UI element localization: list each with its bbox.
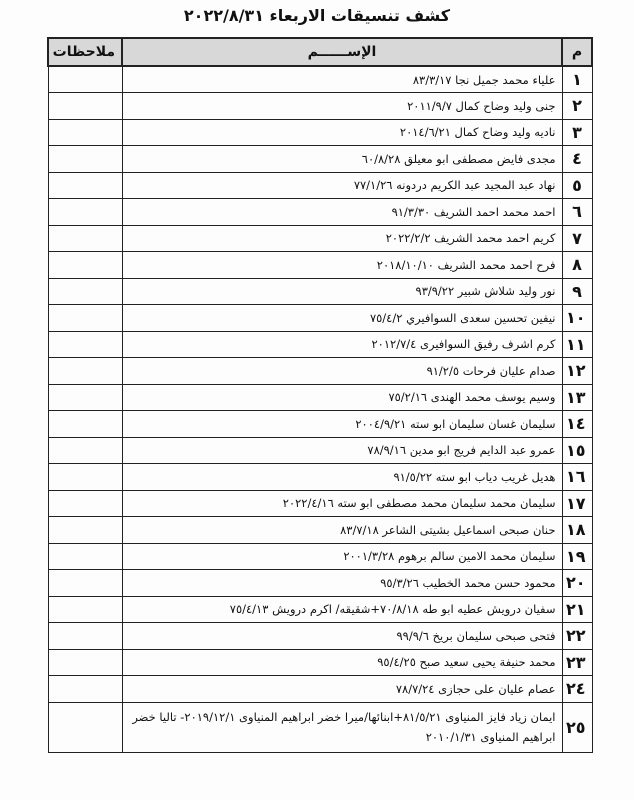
header-name: الإســــــم — [122, 38, 562, 66]
row-name: حنان صبحى اسماعيل بشيتى الشاعر ٨٣/٧/١٨ — [122, 517, 562, 544]
row-name: سليمان غسان سليمان ابو سته ٢٠٠٤/٩/٢١ — [122, 411, 562, 438]
row-notes — [48, 623, 122, 650]
row-number: ٧ — [562, 225, 592, 252]
table-row — [48, 331, 592, 358]
table-row — [48, 437, 592, 464]
table-row — [48, 649, 592, 676]
row-number: ٣ — [562, 119, 592, 146]
table-row — [48, 596, 592, 623]
row-number: ٢٠ — [562, 570, 592, 597]
table-row — [48, 358, 592, 385]
table-row — [48, 146, 592, 173]
table-row — [48, 199, 592, 226]
table-row — [48, 225, 592, 252]
row-name: كرم اشرف رفيق السوافيرى ٢٠١٢/٧/٤ — [122, 331, 562, 358]
row-name: مجدى فايض مصطفى ابو معيلق ٦٠/٨/٢٨ — [122, 146, 562, 173]
table-row — [48, 252, 592, 279]
row-number: ٢٢ — [562, 623, 592, 650]
row-notes — [48, 278, 122, 305]
table-row — [48, 384, 592, 411]
row-notes — [48, 225, 122, 252]
table-header-row — [48, 38, 592, 66]
row-number: ١٧ — [562, 490, 592, 517]
row-notes — [48, 411, 122, 438]
row-notes — [48, 570, 122, 597]
row-notes — [48, 437, 122, 464]
row-name: علياء محمد جميل نجا ٨٣/٣/١٧ — [122, 66, 562, 93]
table-body — [48, 66, 592, 752]
row-number: ٥ — [562, 172, 592, 199]
row-number: ٢٥ — [562, 702, 592, 752]
row-name: وسيم يوسف محمد الهندى ٧٥/٢/١٦ — [122, 384, 562, 411]
row-name: عصام عليان على حجازى ٧٨/٧/٢٤ — [122, 676, 562, 703]
row-name: هديل غريب دياب ابو سته ٩١/٥/٢٢ — [122, 464, 562, 491]
row-name: كريم احمد محمد الشريف ٢٠٢٢/٢/٢ — [122, 225, 562, 252]
table-row — [48, 702, 592, 752]
row-number: ١٢ — [562, 358, 592, 385]
row-number: ٩ — [562, 278, 592, 305]
row-number: ٢٣ — [562, 649, 592, 676]
row-name: محمد حنيفة يحيى سعيد صبح ٩٥/٤/٢٥ — [122, 649, 562, 676]
row-name: سليمان محمد الامين سالم برهوم ٢٠٠١/٣/٢٨ — [122, 543, 562, 570]
row-notes — [48, 199, 122, 226]
row-notes — [48, 252, 122, 279]
row-notes — [48, 172, 122, 199]
row-name: ناديه وليد وضاح كمال ٢٠١٤/٦/٢١ — [122, 119, 562, 146]
row-number: ٨ — [562, 252, 592, 279]
row-notes — [48, 146, 122, 173]
table-row — [48, 305, 592, 332]
row-notes — [48, 490, 122, 517]
row-notes — [48, 66, 122, 93]
row-number: ١ — [562, 66, 592, 93]
table-row — [48, 119, 592, 146]
row-number: ٦ — [562, 199, 592, 226]
row-number: ١٦ — [562, 464, 592, 491]
row-number: ٢ — [562, 93, 592, 120]
row-notes — [48, 464, 122, 491]
row-notes — [48, 331, 122, 358]
row-number: ٤ — [562, 146, 592, 173]
row-notes — [48, 119, 122, 146]
table-row — [48, 676, 592, 703]
row-notes — [48, 676, 122, 703]
row-notes — [48, 702, 122, 752]
header-num: م — [562, 38, 592, 66]
row-name: نهاد عبد المجيد عبد الكريم دردونه ٧٧/١/٢٦ — [122, 172, 562, 199]
row-number: ١٥ — [562, 437, 592, 464]
header-notes: ملاحظات — [48, 38, 122, 66]
row-number: ١٤ — [562, 411, 592, 438]
row-name: ايمان زياد فايز المنياوى ٨١/٥/٢١+ابنائها/ميرا خضر ابراهيم المنياوى ٢٠١٩/١٢/١- تاليا خضر ابراهيم المنياوى ٢٠١٠/١/٣١ — [122, 702, 562, 752]
row-name: نيفين تحسين سعدى السوافيري ٧٥/٤/٢ — [122, 305, 562, 332]
row-name: نور وليد شلاش شبير ٩٣/٩/٢٢ — [122, 278, 562, 305]
row-name: سفيان درويش عطيه ابو طه ٧٠/٨/١٨+شقيقه/ اكرم درويش ٧٥/٤/١٣ — [122, 596, 562, 623]
row-notes — [48, 384, 122, 411]
table-row — [48, 543, 592, 570]
row-number: ١٩ — [562, 543, 592, 570]
row-name: فرح احمد محمد الشريف ٢٠١٨/١٠/١٠ — [122, 252, 562, 279]
row-notes — [48, 543, 122, 570]
row-notes — [48, 305, 122, 332]
row-name: جنى وليد وضاح كمال ٢٠١١/٩/٧ — [122, 93, 562, 120]
names-table — [47, 37, 593, 753]
row-number: ١٠ — [562, 305, 592, 332]
row-number: ٢١ — [562, 596, 592, 623]
table-row — [48, 278, 592, 305]
table-row — [48, 490, 592, 517]
row-name: صدام عليان فرحات ٩١/٢/٥ — [122, 358, 562, 385]
page-title: كشف تنسيقات الاربعاء ٢٠٢٢/٨/٣١ — [183, 6, 451, 25]
table-row — [48, 93, 592, 120]
row-notes — [48, 93, 122, 120]
row-name: محمود حسن محمد الخطيب ٩٥/٣/٢٦ — [122, 570, 562, 597]
table-row — [48, 517, 592, 544]
row-name: عمرو عبد الدايم فريج ابو مدين ٧٨/٩/١٦ — [122, 437, 562, 464]
table-row — [48, 570, 592, 597]
row-number: ١٨ — [562, 517, 592, 544]
row-name: احمد محمد احمد الشريف ٩١/٣/٣٠ — [122, 199, 562, 226]
row-number: ١١ — [562, 331, 592, 358]
table-row — [48, 464, 592, 491]
row-notes — [48, 596, 122, 623]
row-notes — [48, 649, 122, 676]
row-notes — [48, 358, 122, 385]
table-row — [48, 411, 592, 438]
table-row — [48, 172, 592, 199]
row-notes — [48, 517, 122, 544]
row-name: سليمان محمد سليمان محمد مصطفى ابو سته ٢٠٢٢/٤/١٦ — [122, 490, 562, 517]
row-name: فتحى صبحى سليمان بريخ ٩٩/٩/٦ — [122, 623, 562, 650]
table-row — [48, 623, 592, 650]
table-row — [48, 66, 592, 93]
row-number: ١٣ — [562, 384, 592, 411]
row-number: ٢٤ — [562, 676, 592, 703]
